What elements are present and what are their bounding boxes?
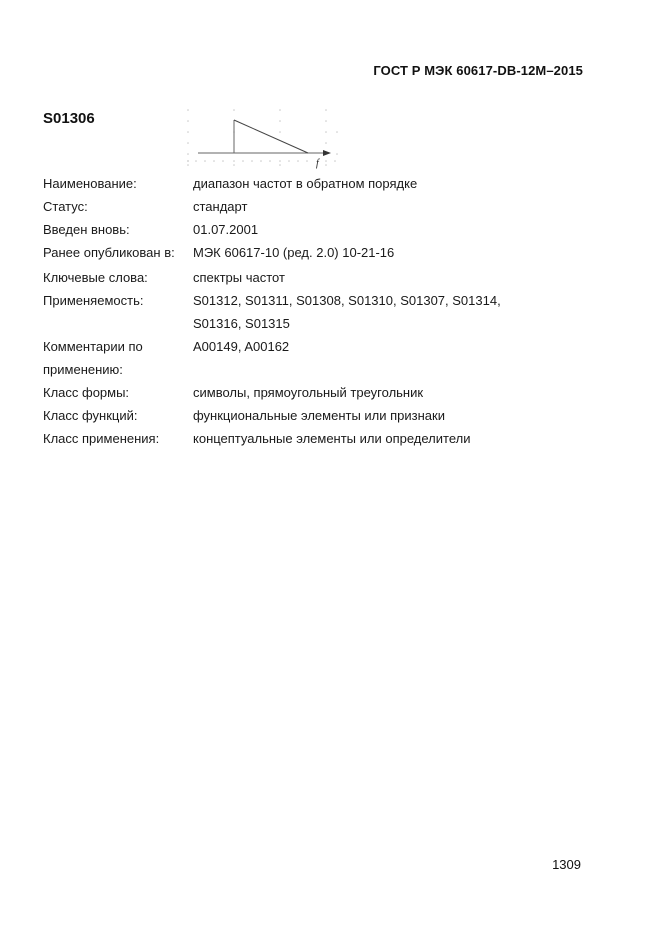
property-row-shape-class (43, 381, 603, 404)
property-label: Ключевые слова: (43, 270, 148, 285)
property-value: МЭК 60617-10 (ред. 2.0) 10-21-16 (193, 245, 395, 260)
property-value-line: S01312, S01311, S01308, S01310, S01307, S01314, (193, 293, 501, 308)
property-row-introduced (43, 218, 603, 241)
triangle-hypotenuse (234, 120, 308, 153)
property-row-name (43, 172, 603, 195)
property-value: функциональные элементы или признаки (193, 408, 445, 423)
property-row-application-class (43, 427, 603, 450)
property-label: Статус: (43, 199, 88, 214)
page-number: 1309 (552, 857, 581, 872)
property-value: диапазон частот в обратном порядке (193, 176, 418, 191)
property-row-status (43, 195, 603, 218)
property-label: Класс применения: (43, 431, 160, 446)
property-value: символы, прямоугольный треугольник (193, 385, 424, 400)
property-row-applicability (43, 289, 603, 335)
property-row-keywords (43, 266, 603, 289)
property-row-previously-published (43, 241, 603, 264)
frequency-range-reverse-symbol-icon (186, 106, 340, 170)
property-label: Ранее опубликован в: (43, 245, 175, 260)
property-row-function-class (43, 404, 603, 427)
property-value: спектры частот (193, 270, 285, 285)
axis-arrowhead (323, 150, 331, 156)
property-row-application-comments (43, 335, 603, 381)
property-label (43, 335, 193, 381)
property-value: 01.07.2001 (193, 222, 259, 237)
property-value: стандарт (193, 199, 248, 214)
property-label: Введен вновь: (43, 222, 130, 237)
symbol-properties (43, 172, 603, 450)
property-value: концептуальные элементы или определители (193, 431, 471, 446)
property-label-line: Комментарии по (43, 339, 143, 354)
property-label: Наименование: (43, 176, 137, 191)
document-standard-header: ГОСТ Р МЭК 60617-DB-12M–2015 (373, 63, 583, 78)
property-label-line: применению: (43, 362, 123, 377)
symbol-code-heading: S01306 (43, 110, 95, 127)
property-label: Класс функций: (43, 408, 138, 423)
property-label: Применяемость: (43, 293, 144, 308)
axis-label-f: f (316, 158, 319, 169)
property-value: A00149, A00162 (193, 339, 290, 354)
property-label: Класс формы: (43, 385, 130, 400)
property-value-line: S01316, S01315 (193, 316, 290, 331)
symbol-figure (186, 106, 340, 170)
property-value (193, 289, 603, 335)
